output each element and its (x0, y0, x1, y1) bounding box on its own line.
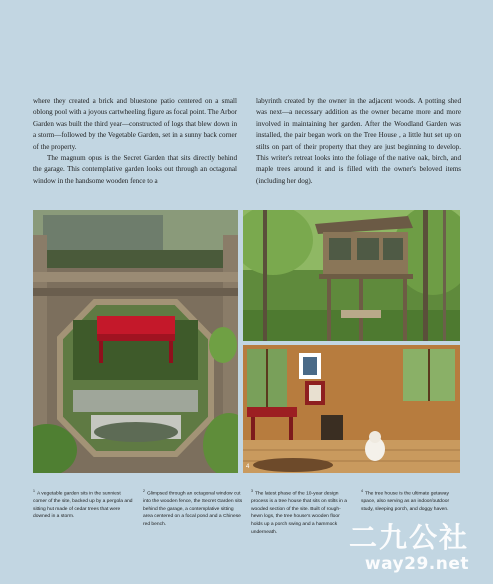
photo-caption (33, 488, 133, 521)
watermark-chinese: 二九公社 (348, 521, 469, 554)
article-paragraph: labyrinth created by the owner in the adjacent woods. A potting shed was next—a necessary addition as the owner became more and more involved in maintaining her garden. After the Woodland Garden was installed, the pair began work on the Tree House , a little hut set up on stilts on part of their property that they are just beginning to develop. This writer's retreat looks into the foliage of the native oak, birch, and maple trees around it and is filled with the owner's beloved items (including her dog). (256, 97, 461, 185)
photo-number: 4 (246, 464, 250, 470)
caption-text: The latest phase of the 10-year design process is a tree house that sits on stilts in a wooded section of the site. Built of rough-hewn logs, the tree house's wooden floor holds up a porch swing and a hammock underneath. (251, 491, 347, 535)
caption-number: 2 (143, 489, 145, 493)
caption-number: 1 (33, 489, 35, 493)
caption-number: 4 (361, 489, 363, 493)
photo-caption (361, 488, 461, 513)
caption-text: A vegetable garden sits in the sunniest corner of the site, backed up by a pergola and sitting hut made of cedar trees that were downed in a storm. (33, 491, 133, 520)
caption-text: The tree house is the ultimate getaway space, also serving as an indoor/outdoor study, sleeping porch, and doggy haven. (361, 491, 450, 512)
watermark-url: way29.net (364, 554, 469, 574)
article-column-1 (33, 96, 237, 187)
photo-caption (251, 488, 351, 536)
watermark (349, 522, 469, 574)
photo-caption (143, 488, 243, 529)
secret-garden-photo (33, 210, 238, 473)
article-column-2 (256, 96, 461, 187)
tree-house-photo (243, 210, 460, 341)
caption-number: 3 (251, 489, 253, 493)
article-paragraph: The magnum opus is the Secret Garden that sits directly behind the garage. This contemplative garden looks out through an octagonal window in the handsome wooden fence to a (33, 154, 237, 185)
caption-text: Glimpsed through an octagonal window cut into the wooden fence, the Secret Garden sits behind the garage, a contemplative sitting area centered on a focal pond and a Chinese red bench. (143, 491, 243, 527)
tree-house-interior-photo (243, 345, 460, 473)
article-paragraph: where they created a brick and bluestone patio centered on a small oblong pool with a joyous cartwheeling figure as focal point. The Arbor Garden was built the third year—constructed of logs that blew down in a storm—followed by the Vegetable Garden, set in a sunny back corner of the property. (33, 97, 237, 151)
